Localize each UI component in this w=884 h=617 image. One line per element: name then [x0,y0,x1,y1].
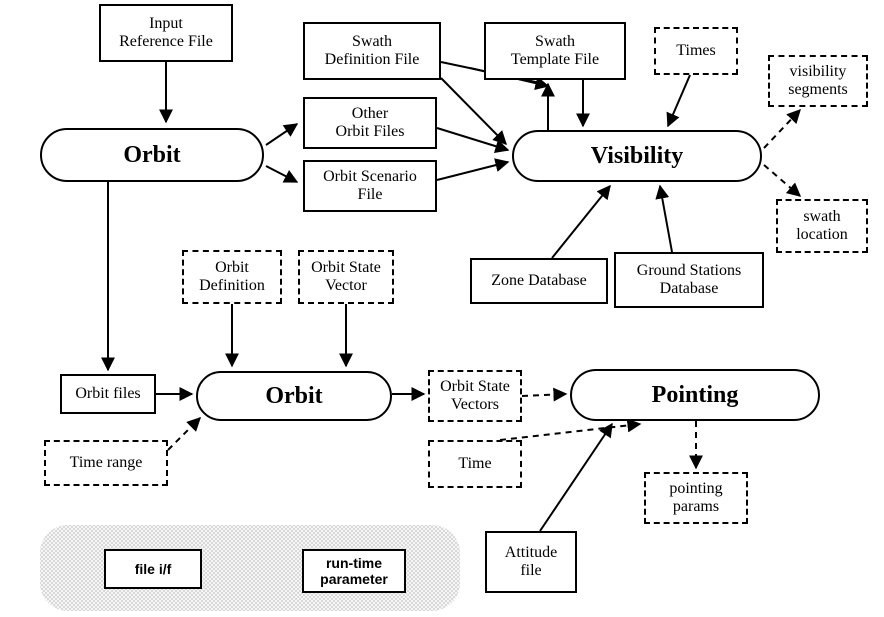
legend-run-time-parameter: run-time parameter [302,549,406,593]
node-orbit-definition: Orbit Definition [182,250,282,304]
node-swath-location: swath location [776,199,868,253]
node-input-reference-file: Input Reference File [99,4,233,62]
node-orbit-files: Orbit files [60,374,156,414]
node-other-orbit-files: Other Orbit Files [303,97,437,149]
node-time: Time [428,440,522,488]
node-orbit-top: Orbit [40,128,264,182]
node-orbit-state-vector: Orbit State Vector [298,250,394,304]
node-time-range: Time range [44,440,168,486]
legend-file-interface: file i/f [104,549,202,589]
node-orbit-scenario-file: Orbit Scenario File [303,160,437,212]
node-orbit-state-vectors: Orbit State Vectors [428,370,522,422]
node-visibility: Visibility [512,130,762,182]
node-ground-stations-database: Ground Stations Database [614,252,764,308]
node-times: Times [654,27,738,75]
node-pointing-params: pointing params [644,472,748,524]
node-swath-definition-file: Swath Definition File [303,22,441,80]
node-orbit-bottom: Orbit [196,371,392,421]
node-attitude-file: Attitude file [485,531,577,593]
node-visibility-segments: visibility segments [768,55,868,107]
node-zone-database: Zone Database [470,258,608,304]
node-pointing: Pointing [570,369,820,421]
node-swath-template-file: Swath Template File [484,22,626,80]
